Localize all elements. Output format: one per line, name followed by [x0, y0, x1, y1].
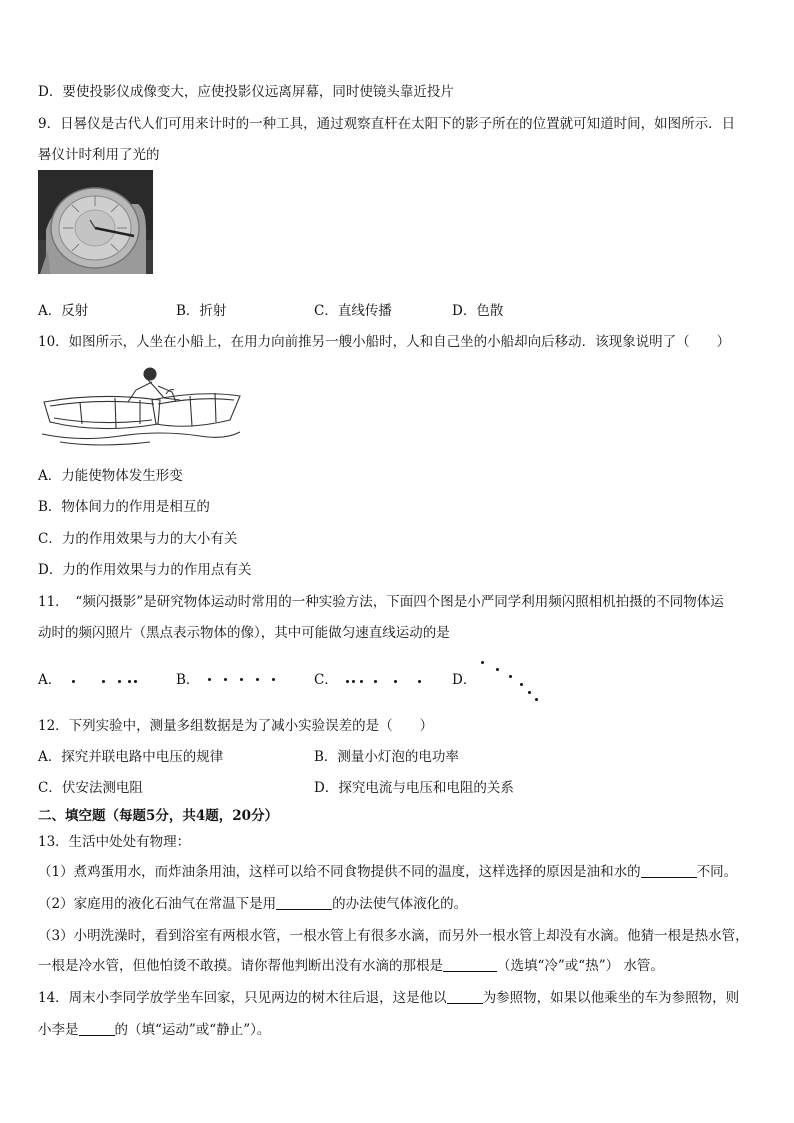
q11-stem-line2: 动时的频闪照片（黑点表示物体的像），其中可能做匀速直线运动的是: [38, 625, 450, 641]
q14-blank-1[interactable]: [447, 989, 483, 1004]
q11-option-d-dots: [476, 658, 546, 704]
q8-option-d: D．要使投影仪成像变大，应使投影仪远离屏幕，同时使镜头靠近投片: [38, 84, 454, 100]
q13-part2-text-a: （2）家庭用的液化石油气在常温下是用: [38, 896, 277, 912]
q11-option-b-label: B．: [176, 672, 200, 688]
q13-part1-text-a: （1）煮鸡蛋用水，而炸油条用油，这样可以给不同食物提供不同的温度，这样选择的原因是油和水的: [38, 864, 641, 880]
q9-option-b: B．折射: [176, 303, 227, 319]
q13-part3-blank[interactable]: [443, 957, 497, 972]
q11-option-a: [38, 670, 146, 690]
q10-stem: 10．如图所示，人坐在小船上，在用力向前推另一艘小船时，人和自己坐的小船却向后移动．该现象说明了（ ）: [38, 334, 731, 350]
q13-part3-text-a: 一根是冷水管，但他怕烫不敢摸。请你帮他判断出没有水滴的那根是: [38, 958, 443, 974]
q11-option-d: [452, 670, 476, 690]
sundial-photo: [38, 170, 153, 274]
q12-option-b: B．测量小灯泡的电功率: [314, 749, 459, 765]
q10-option-a: A．力能使物体发生形变: [38, 468, 183, 484]
q11-option-c-dots: [342, 673, 422, 689]
q12-stem: 12．下列实验中，测量多组数据是为了减小实验误差的是（ ）: [38, 718, 434, 734]
q14-line2-text-b: 的（填“运动”或“静止”）。: [114, 1022, 271, 1038]
q13-part1-text-b: 不同。: [696, 864, 738, 880]
q11-stem-line1: 11． “频闪摄影”是研究物体运动时常用的一种实验方法，下面四个图是小严同学利用频闪照相机拍摄的不同物体运: [38, 594, 724, 610]
q13-part2: [38, 894, 764, 914]
q13-stem: 13．生活中处处有物理：: [38, 834, 191, 850]
q9-stem-line1: 9．日晷仪是古代人们可用来计时的一种工具，通过观察直杆在太阳下的影子所在的位置就可知道时间，如图所示．日: [38, 116, 736, 132]
q13-part1: [38, 862, 764, 882]
q11-option-c-label: C．: [314, 672, 338, 688]
q14-line1: [38, 988, 764, 1008]
q14-line1-text-a: 14．周末小李同学放学坐车回家，只见两边的树木往后退，这是他以: [38, 990, 447, 1006]
q9-stem-line2: 晷仪计时利用了光的: [38, 147, 160, 163]
boats-illustration: [40, 362, 245, 452]
q14-line2: [38, 1020, 764, 1040]
q11-option-b-dots: [204, 673, 284, 689]
q12-option-d: D．探究电流与电压和电阻的关系: [314, 780, 514, 796]
q13-part3-line1: （3）小明洗澡时，看到浴室有两根水管，一根水管上有很多水滴，而另外一根水管上却没有水滴。他猜一根是热水管，: [38, 928, 749, 944]
q10-option-c: C．力的作用效果与力的大小有关: [38, 531, 238, 547]
q14-line2-text-a: 小李是: [38, 1022, 79, 1038]
q9-option-a: A．反射: [38, 303, 89, 319]
q9-option-d: D．色散: [452, 303, 504, 319]
q12-option-c: C．伏安法测电阻: [38, 780, 143, 796]
q11-option-a-label: A．: [38, 672, 62, 688]
q13-part1-blank[interactable]: [641, 863, 697, 878]
q13-part3-line2: [38, 956, 764, 976]
q10-option-d: D．力的作用效果与力的作用点有关: [38, 562, 252, 578]
q14-blank-2[interactable]: [79, 1021, 115, 1036]
q14-line1-text-b: 为参照物，如果以他乘坐的车为参照物，则: [482, 990, 740, 1006]
q9-option-c: C．直线传播: [314, 303, 392, 319]
q11-option-a-dots: [66, 673, 146, 689]
q11-option-c: [314, 670, 422, 690]
section-heading: 二、填空题（每题5分，共4题，20分）: [38, 808, 279, 824]
q13-part2-text-b: 的办法使气体液化的。: [332, 896, 468, 912]
q13-part3-text-b: （选填“冷”或“热”） 水管。: [497, 958, 664, 974]
q10-option-b: B．物体间力的作用是相互的: [38, 499, 210, 515]
q11-option-d-label: D．: [452, 672, 477, 688]
q12-option-a: A．探究并联电路中电压的规律: [38, 749, 224, 765]
q13-part2-blank[interactable]: [276, 895, 332, 910]
q11-option-b: [176, 670, 284, 690]
